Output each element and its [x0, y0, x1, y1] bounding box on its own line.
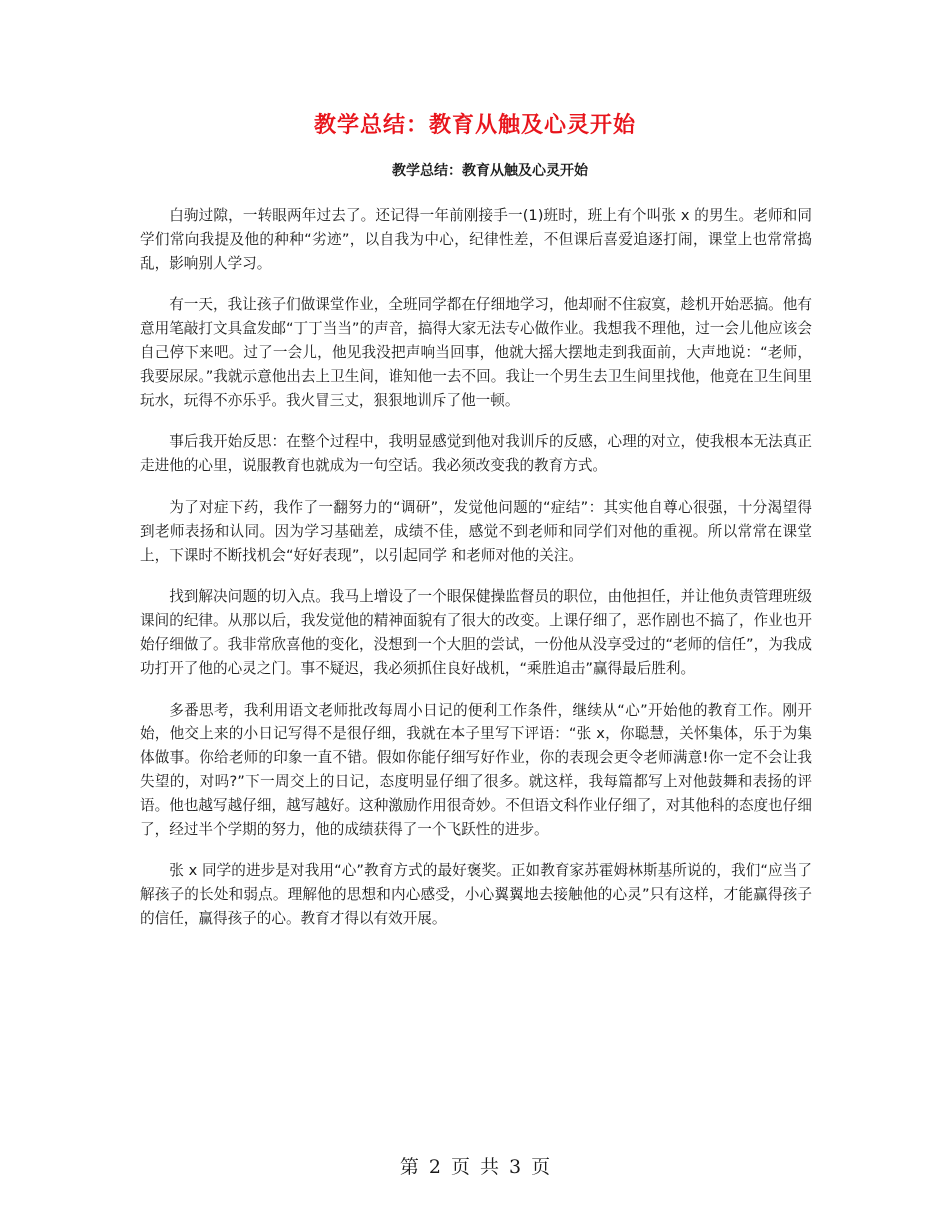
paragraph: 事后我开始反思：在整个过程中，我明显感觉到他对我训斥的反感，心理的对立，使我根本无法真正走进他的心里，说服教育也就成为一句空话。我必须改变我的教育方式。	[140, 433, 812, 475]
paragraph: 有一天，我让孩子们做课堂作业，全班同学都在仔细地学习，他却耐不住寂寞，趁机开始恶搞。他有意用笔敲打文具盒发邮“丁丁当当”的声音，搞得大家无法专心做作业。我想我不理他，过一会儿他应该会自己停下来吧。过了一会儿，他见我没把声响当回事，他就大摇大摆地走到我面前，大声地说：“老师，我要尿尿。”我就示意他出去上卫生间，谁知他一去不回。我让一个男生去卫生间里找他，他竟在卫生间里玩水，玩得不亦乐乎。我火冒三丈，狠狠地训斥了他一顿。	[140, 296, 812, 409]
paragraph: 白驹过隙，一转眼两年过去了。还记得一年前刚接手一(1)班时，班上有个叫张 x 的男生。老师和同学们常向我提及他的种种“劣迹”，以自我为中心，纪律性差，不但课后喜爱追逐打闹，课堂上也常常捣乱，影响别人学习。	[140, 207, 812, 272]
paragraph: 为了对症下药，我作了一翻努力的“调研”，发觉他问题的“症结”：其实他自尊心很强，十分渴望得到老师表扬和认同。因为学习基础差，成绩不佳，感觉不到老师和同学们对他的重视。所以常常在课堂上，下课时不断找机会“好好表现”，以引起同学 和老师对他的关注。	[140, 498, 812, 564]
paragraph: 多番思考，我利用语文老师批改每周小日记的便利工作条件，继续从“心”开始他的教育工作。刚开始，他交上来的小日记写得不是很仔细，我就在本子里写下评语：“张 x，你聪慧，关怀集体，乐于为集体做事。你给老师的印象一直不错。假如你能仔细写好作业，你的表现会更令老师满意!你一定不会让我失望的，对吗?”下一周交上的日记，态度明显仔细了很多。就这样，我每篇都写上对他鼓舞和表扬的评语。他也越写越仔细，越写越好。这种激励作用很奇妙。不但语文科作业仔细了，对其他科的态度也仔细了，经过半个学期的努力，他的成绩获得了一个飞跃性的进步。	[140, 701, 812, 838]
document-subtitle: 教学总结：教育从触及心灵开始	[392, 163, 588, 179]
paragraph: 张 x 同学的进步是对我用“心”教育方式的最好褒奖。正如教育家苏霍姆林斯基所说的，我们“应当了解孩子的长处和弱点。理解他的思想和内心感受，小心翼翼地去接触他的心灵”只有这样，才能赢得孩子的信任，赢得孩子的心。教育才得以有效开展。	[140, 862, 812, 927]
document-title: 教学总结：教育从触及心灵开始	[313, 113, 636, 138]
page-number-footer: 第 2 页 共 3 页	[399, 1156, 551, 1178]
document-body	[140, 204, 812, 949]
paragraph: 找到解决问题的切入点。我马上增设了一个眼保健操监督员的职位，由他担任，并让他负责管理班级课间的纪律。从那以后，我发觉他的精神面貌有了很大的改变。上课仔细了，恶作剧也不搞了，作业也开始仔细做了。我非常欣喜他的变化，没想到一个大胆的尝试，一份他从没享受过的“老师的信任”，为我成功打开了他的心灵之门。事不疑迟，我必须抓住良好战机，“乘胜追击”赢得最后胜利。	[140, 588, 812, 677]
